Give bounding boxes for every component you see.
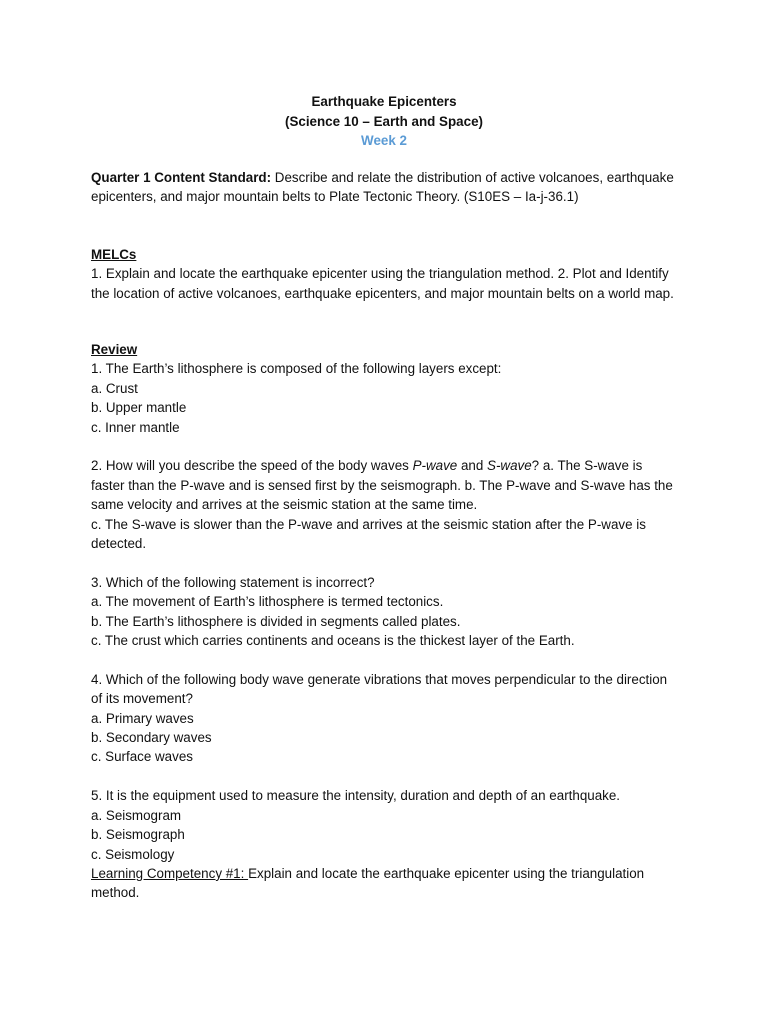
content-standard-text: Describe and relate the distribution of active volcanoes, earthquake epicenters, and major mountain belts to Plate Tectonic Theory. (S10ES – Ia-j-36.1): [91, 170, 674, 205]
question-1-text: 1. The Earth’s lithosphere is composed of the following layers except:: [91, 361, 502, 377]
content-standard-label: Quarter 1 Content Standard:: [91, 170, 272, 185]
question-1-option-c: c. Inner mantle: [91, 419, 180, 435]
question-4-option-b: b. Secondary waves: [91, 730, 212, 746]
question-3-option-c: c. The crust which carries continents and oceans is the thickest layer of the Earth.: [91, 633, 575, 649]
question-2-option-c: c. The S-wave is slower than the P-wave and arrives at the seismic station after the P-wave is detected.: [91, 516, 646, 552]
question-4-text: 4. Which of the following body wave generate vibrations that moves perpendicular to the direction of its movement?: [91, 671, 668, 707]
question-4-option-a: a. Primary waves: [91, 710, 194, 726]
question-5-option-a: a. Seismogram: [91, 807, 182, 823]
question-2-pwave: P-wave: [412, 458, 458, 474]
question-3: [91, 573, 676, 651]
question-4-option-c: c. Surface waves: [91, 749, 193, 765]
question-2-pre: 2. How will you describe the speed of the body waves: [91, 458, 413, 474]
document-subtitle: (Science 10 – Earth and Space): [285, 113, 483, 129]
question-1-option-b: b. Upper mantle: [91, 400, 187, 416]
question-2: [91, 456, 676, 553]
question-2-and: and: [457, 458, 488, 474]
document-title: Earthquake Epicenters: [311, 94, 457, 109]
melcs-section: [91, 245, 676, 303]
question-5-option-b: b. Seismograph: [91, 827, 185, 843]
melcs-heading: MELCs: [91, 247, 137, 262]
question-4: [91, 670, 676, 767]
week-label: Week 2: [361, 133, 407, 148]
melcs-text: 1. Explain and locate the earthquake epicenter using the triangulation method. 2. Plot and Identify the location of active volcanoes, earthquake epicenters, and major mountain belts on a world map.: [91, 266, 674, 301]
question-2-post: ? a. The S-wave is faster than the P-wave and is sensed first by the seismograph. b. The P-wave and S-wave has the same velocity and arrives at the seismic station at the same time.: [91, 458, 673, 513]
review-heading: Review: [91, 342, 138, 357]
question-1-option-a: a. Crust: [91, 380, 138, 396]
learning-competency-text: Explain and locate the earthquake epicenter using the triangulation method.: [91, 865, 645, 901]
learning-competency-label: Learning Competency #1:: [91, 865, 249, 881]
question-3-option-b: b. The Earth’s lithosphere is divided in segments called plates.: [91, 613, 461, 629]
question-2-text: [91, 456, 676, 514]
question-5: [91, 786, 676, 864]
learning-competency: [91, 864, 676, 903]
question-2-swave: S-wave: [487, 458, 532, 474]
question-5-option-c: c. Seismology: [91, 846, 175, 862]
question-3-option-a: a. The movement of Earth’s lithosphere is termed tectonics.: [91, 594, 444, 610]
question-1: [91, 359, 676, 437]
question-5-text: 5. It is the equipment used to measure the intensity, duration and depth of an earthquake.: [91, 788, 621, 804]
review-section: [91, 340, 676, 903]
document-header: [0, 92, 768, 151]
content-standard: [91, 168, 676, 207]
question-3-text: 3. Which of the following statement is incorrect?: [91, 574, 375, 590]
